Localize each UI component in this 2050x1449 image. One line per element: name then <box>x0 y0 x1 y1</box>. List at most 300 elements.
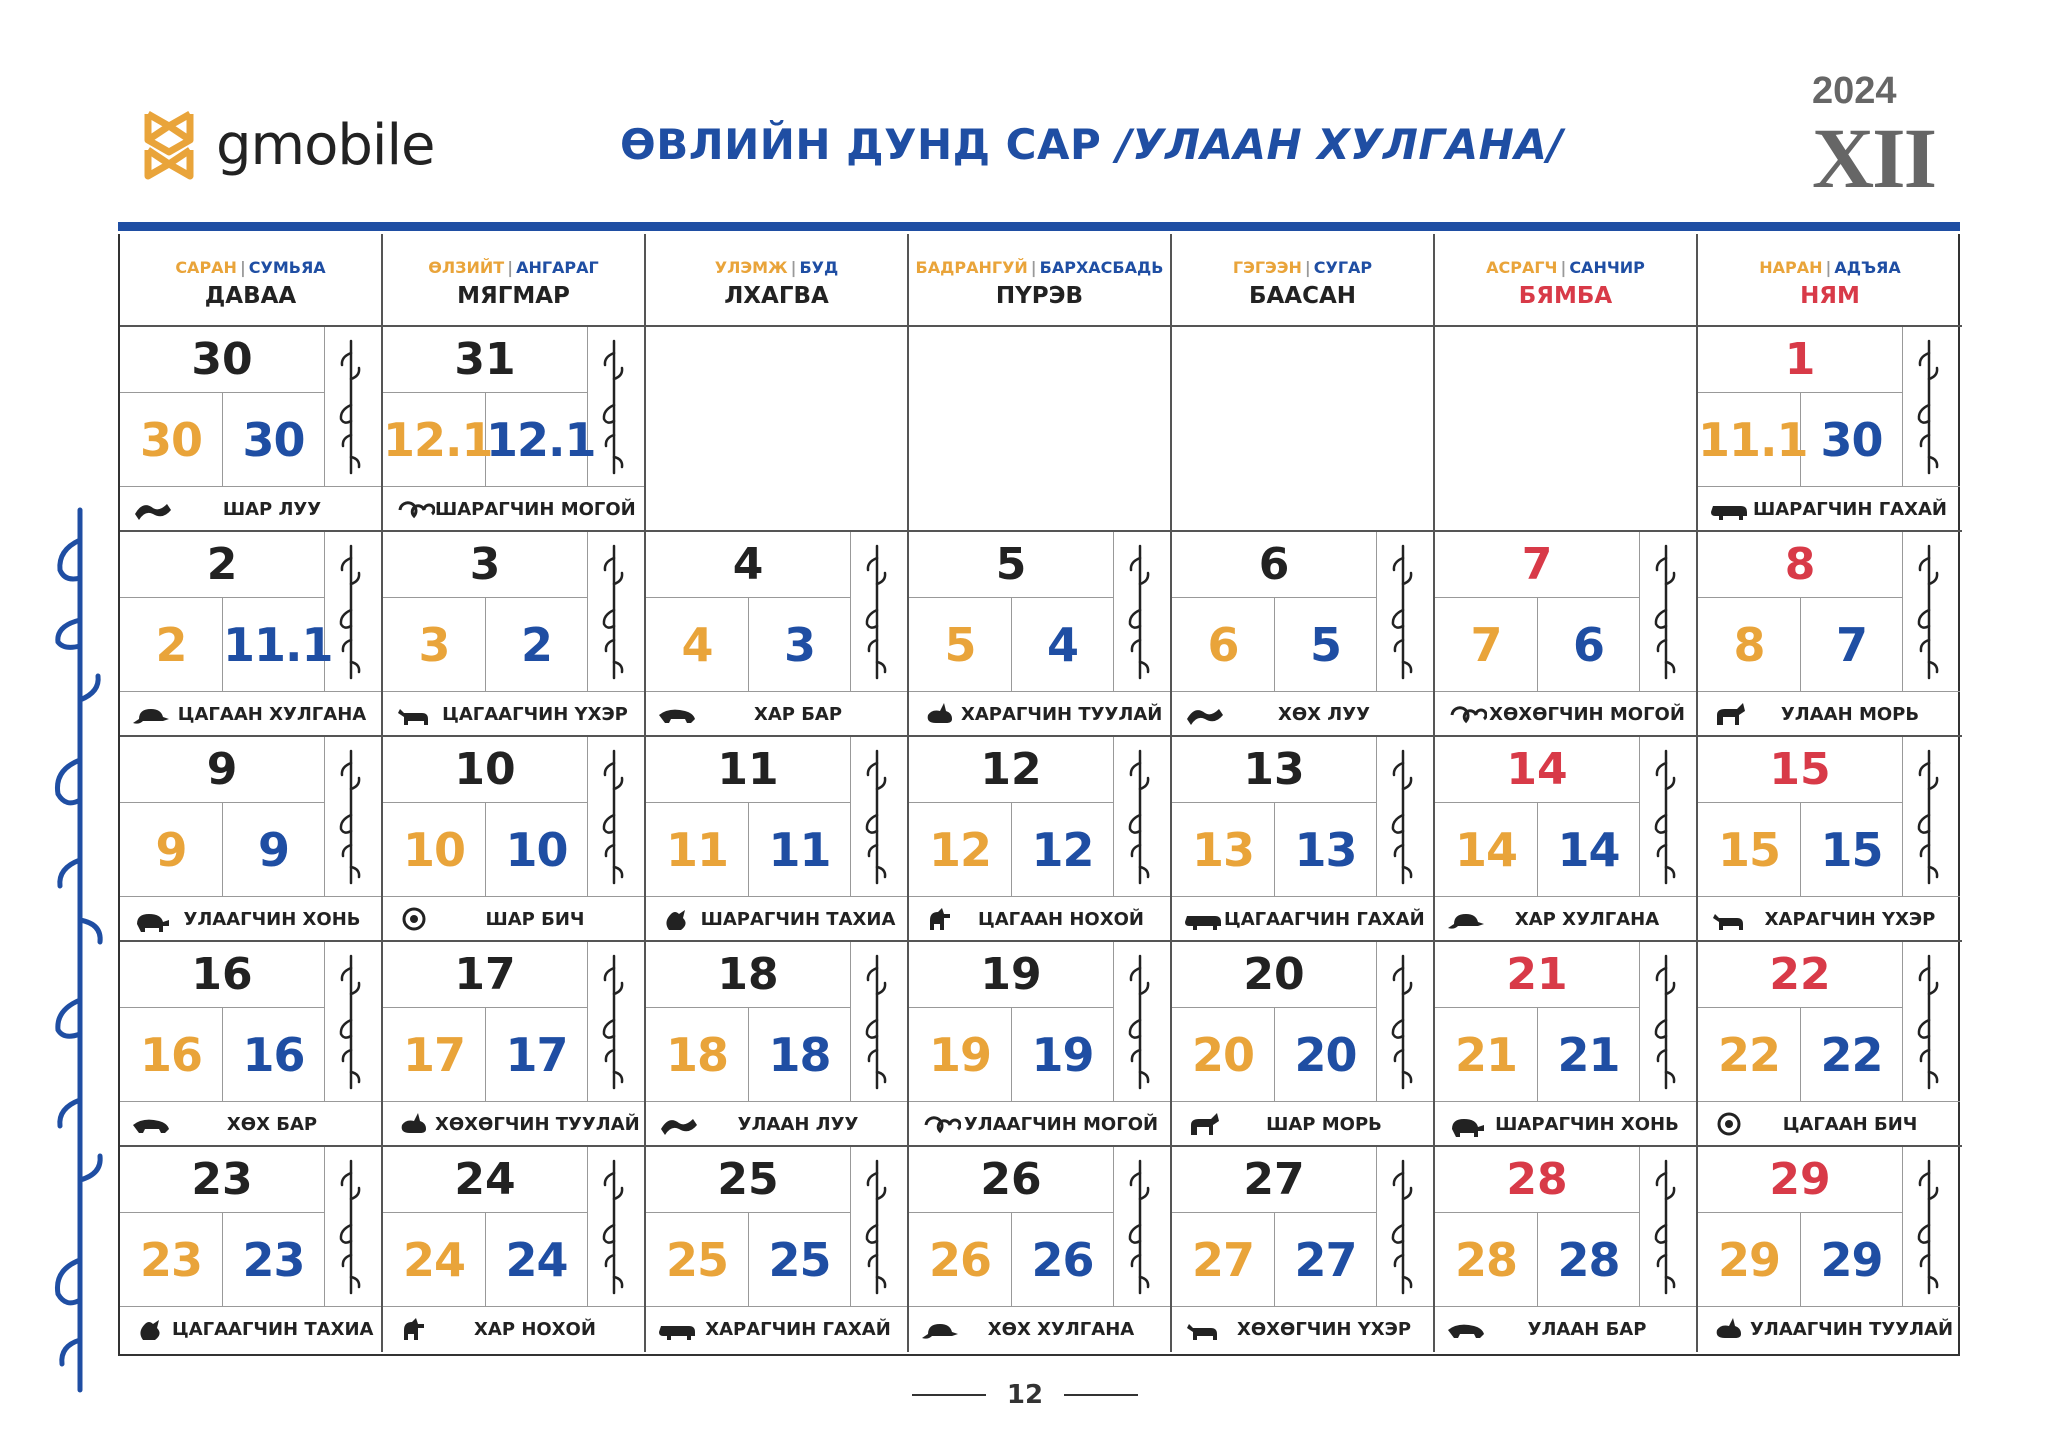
day-number: 2 <box>206 539 238 590</box>
weekday-header <box>1698 234 1962 327</box>
separator: | <box>790 258 797 277</box>
solar-term-day: 16 <box>223 1008 325 1102</box>
separator: | <box>1304 258 1311 277</box>
sheep-icon <box>130 906 172 932</box>
month-roman: XII <box>1812 110 1936 206</box>
solar-term-day: 4 <box>1012 598 1114 692</box>
zodiac-label: ЦАГААГЧИН ТАХИА <box>172 1318 374 1340</box>
weekday-planet <box>909 258 1170 277</box>
dragon-icon <box>656 1111 698 1137</box>
weekday-planet-sk: САНЧИР <box>1569 258 1645 277</box>
tiger-icon <box>1445 1316 1487 1342</box>
tiger-icon <box>130 1111 172 1137</box>
lunar-day: 4 <box>646 598 749 692</box>
date-box <box>1172 737 1377 803</box>
mongolian-script-icon <box>1640 737 1697 897</box>
footer-line-left <box>912 1394 986 1396</box>
mongolian-script-note <box>1903 942 1960 1102</box>
mongolian-script-icon <box>851 1147 908 1307</box>
solar-term-day: 5 <box>1275 598 1377 692</box>
date-box <box>1172 532 1377 598</box>
day-number: 25 <box>717 1154 779 1205</box>
zodiac-row <box>383 487 645 531</box>
zodiac-label: ХӨХ ХУЛГАНА <box>987 1318 1135 1340</box>
day-number: 26 <box>980 1154 1042 1205</box>
mongolian-script-note <box>325 1147 382 1307</box>
date-box <box>909 737 1114 803</box>
day-number: 8 <box>1784 539 1816 590</box>
calendar-day-cell <box>646 327 909 532</box>
solar-term-day: 12 <box>1012 803 1114 897</box>
calendar-day-cell <box>909 327 1172 532</box>
zodiac-row <box>646 897 908 941</box>
date-box <box>909 942 1114 1008</box>
zodiac-row <box>383 1307 645 1351</box>
day-number: 3 <box>469 539 501 590</box>
mongolian-script-note <box>1377 1147 1434 1307</box>
zodiac-row <box>909 1307 1171 1351</box>
zodiac-row <box>1698 1102 1960 1146</box>
zodiac-row <box>120 1102 382 1146</box>
solar-term-day: 11.1 <box>223 598 325 692</box>
zodiac-row <box>1435 897 1697 941</box>
footer-line-right <box>1064 1394 1138 1396</box>
calendar-day-cell <box>120 532 383 737</box>
lunar-day: 30 <box>120 393 223 487</box>
zodiac-row <box>1172 897 1434 941</box>
zodiac-row <box>383 1102 645 1146</box>
zodiac-row <box>1698 692 1960 736</box>
solar-term-day: 12.1 <box>486 393 588 487</box>
date-box <box>646 942 851 1008</box>
solar-term-day: 11 <box>749 803 851 897</box>
day-number: 4 <box>732 539 764 590</box>
weekday-planet <box>120 258 381 277</box>
separator: | <box>507 258 514 277</box>
gmobile-logo-icon <box>138 106 200 184</box>
lunar-day: 24 <box>383 1213 486 1307</box>
mongolian-script-note <box>588 737 645 897</box>
mouse-icon <box>130 701 172 727</box>
solar-term-day: 10 <box>486 803 588 897</box>
zodiac-row <box>646 1102 908 1146</box>
solar-term-day: 9 <box>223 803 325 897</box>
weekday-planet-mn: САРАН <box>175 258 237 277</box>
mongolian-script-note <box>1377 942 1434 1102</box>
mongolian-script-note <box>325 942 382 1102</box>
zodiac-row <box>120 487 382 531</box>
mongolian-script-note <box>588 532 645 692</box>
date-box <box>1172 1147 1377 1213</box>
weekday-planet-sk: СУГАР <box>1313 258 1373 277</box>
solar-term-day: 30 <box>1801 393 1903 487</box>
monkey-icon <box>393 906 435 932</box>
zodiac-row <box>383 692 645 736</box>
date-box <box>120 737 325 803</box>
mongolian-script-note <box>1640 532 1697 692</box>
zodiac-label: УЛААН БАР <box>1527 1318 1647 1340</box>
weekday-name: ПҮРЭВ <box>995 283 1084 309</box>
weekday-planet-sk: БАРХАСБАДЬ <box>1039 258 1164 277</box>
monkey-icon <box>1708 1111 1750 1137</box>
mongolian-script-icon <box>588 942 645 1102</box>
weekday-header <box>1435 234 1698 327</box>
weekday-header <box>1172 234 1435 327</box>
day-number: 20 <box>1243 949 1305 1000</box>
day-number: 28 <box>1506 1154 1568 1205</box>
zodiac-label: ХАРАГЧИН ТУУЛАЙ <box>961 703 1163 725</box>
lunar-day: 28 <box>1435 1213 1538 1307</box>
zodiac-row <box>646 692 908 736</box>
calendar-day-cell <box>1435 737 1698 942</box>
header-divider <box>118 222 1960 231</box>
calendar-day-cell <box>1698 737 1962 942</box>
page-number: 12 <box>1006 1380 1044 1410</box>
zodiac-label: ШАРАГЧИН ХОНЬ <box>1495 1113 1679 1135</box>
mongolian-script-note <box>851 1147 908 1307</box>
weekday-planet <box>1435 258 1696 277</box>
calendar-day-cell <box>383 327 646 532</box>
weekday-planet <box>1698 258 1962 277</box>
lunar-day: 22 <box>1698 1008 1801 1102</box>
day-number: 9 <box>206 744 238 795</box>
zodiac-row <box>1698 1307 1960 1351</box>
solar-term-day: 25 <box>749 1213 851 1307</box>
weekday-planet <box>383 258 644 277</box>
date-box <box>646 1147 851 1213</box>
lunar-day: 5 <box>909 598 1012 692</box>
lunar-day: 13 <box>1172 803 1275 897</box>
zodiac-label: ХАР НОХОЙ <box>474 1318 596 1340</box>
day-number: 29 <box>1769 1154 1831 1205</box>
page-footer <box>0 1380 2050 1410</box>
day-number: 13 <box>1243 744 1305 795</box>
snake-icon <box>919 1111 961 1137</box>
date-box <box>120 1147 325 1213</box>
mongolian-script-note <box>851 737 908 897</box>
brand-name: gmobile <box>216 112 435 178</box>
zodiac-row <box>909 1102 1171 1146</box>
calendar-day-cell <box>120 1147 383 1352</box>
mongolian-script-note <box>1903 1147 1960 1307</box>
day-number: 22 <box>1769 949 1831 1000</box>
mongolian-script-icon <box>325 737 382 897</box>
lunar-day: 10 <box>383 803 486 897</box>
zodiac-label: ХӨХӨГЧИН ТУУЛАЙ <box>435 1113 640 1135</box>
date-box <box>383 327 588 393</box>
day-number: 19 <box>980 949 1042 1000</box>
pig-icon <box>1708 496 1750 522</box>
day-number: 31 <box>454 334 516 385</box>
solar-term-day: 15 <box>1801 803 1903 897</box>
weekday-planet <box>1172 258 1433 277</box>
day-number: 10 <box>454 744 516 795</box>
calendar-day-cell <box>646 737 909 942</box>
zodiac-label: ШАРАГЧИН МОГОЙ <box>435 498 636 520</box>
weekday-planet-sk: СУМЬЯА <box>248 258 326 277</box>
dog-icon <box>393 1316 435 1342</box>
date-box <box>120 532 325 598</box>
weekday-name: НЯМ <box>1800 283 1860 309</box>
date-box <box>1172 942 1377 1008</box>
day-number: 14 <box>1506 744 1568 795</box>
lunar-day: 8 <box>1698 598 1801 692</box>
lunar-day: 15 <box>1698 803 1801 897</box>
weekday-header <box>383 234 646 327</box>
pig-icon <box>656 1316 698 1342</box>
calendar-day-cell <box>120 327 383 532</box>
mongolian-script-icon <box>1114 1147 1171 1307</box>
weekday-header <box>120 234 383 327</box>
day-number: 18 <box>717 949 779 1000</box>
calendar-day-cell <box>1172 942 1435 1147</box>
day-number: 16 <box>191 949 253 1000</box>
mongolian-script-icon <box>1377 942 1434 1102</box>
mongolian-script-note <box>325 737 382 897</box>
mongolian-script-icon <box>1377 1147 1434 1307</box>
horse-icon <box>1182 1111 1224 1137</box>
mongolian-script-note <box>325 532 382 692</box>
zodiac-row <box>1435 1102 1697 1146</box>
zodiac-row <box>120 897 382 941</box>
zodiac-label: ШАРАГЧИН ГАХАЙ <box>1753 498 1947 520</box>
solar-term-day: 29 <box>1801 1213 1903 1307</box>
dragon-icon <box>130 496 172 522</box>
mongolian-script-icon <box>1903 1147 1960 1307</box>
calendar-day-cell <box>1435 942 1698 1147</box>
mongolian-script-icon <box>1903 327 1960 487</box>
weekday-name: БААСАН <box>1248 283 1357 309</box>
mongolian-script-icon <box>1377 532 1434 692</box>
zodiac-row <box>1435 1307 1697 1351</box>
lunar-day: 19 <box>909 1008 1012 1102</box>
date-box <box>1698 327 1903 393</box>
brand-logo <box>138 106 434 184</box>
weekday-name: ДАВАА <box>204 283 297 309</box>
zodiac-label: ХӨХ ЛУУ <box>1277 703 1371 725</box>
lunar-day: 21 <box>1435 1008 1538 1102</box>
zodiac-row <box>120 1307 382 1351</box>
zodiac-label: ШАРАГЧИН ТАХИА <box>700 908 896 930</box>
pig-icon <box>1182 906 1224 932</box>
mongolian-script-icon <box>1903 942 1960 1102</box>
mongolian-script-note <box>325 327 382 487</box>
lunar-day: 9 <box>120 803 223 897</box>
lunar-day: 29 <box>1698 1213 1801 1307</box>
rooster-icon <box>130 1316 172 1342</box>
mongolian-script-note <box>1114 532 1171 692</box>
page-title <box>620 120 1563 169</box>
zodiac-label: УЛААН МОРЬ <box>1780 703 1920 725</box>
mongolian-script-icon <box>851 532 908 692</box>
date-box <box>909 1147 1114 1213</box>
calendar-day-cell <box>1698 327 1962 532</box>
zodiac-label: ХӨХ БАР <box>226 1113 318 1135</box>
mongolian-script-note <box>1640 1147 1697 1307</box>
date-box <box>383 532 588 598</box>
dog-icon <box>919 906 961 932</box>
lunar-day: 12.1 <box>383 393 486 487</box>
rabbit-icon <box>1708 1316 1750 1342</box>
mongolian-script-note <box>1114 737 1171 897</box>
day-number: 1 <box>1784 334 1816 385</box>
day-number: 12 <box>980 744 1042 795</box>
rooster-icon <box>656 906 698 932</box>
zodiac-row <box>383 897 645 941</box>
day-number: 11 <box>717 744 779 795</box>
calendar-day-cell <box>383 1147 646 1352</box>
weekday-planet-sk: АДЪЯА <box>1834 258 1901 277</box>
mongolian-script-icon <box>1640 532 1697 692</box>
calendar-day-cell <box>909 532 1172 737</box>
mongolian-script-icon <box>851 942 908 1102</box>
lunar-day: 14 <box>1435 803 1538 897</box>
lunar-day: 2 <box>120 598 223 692</box>
solar-term-day: 14 <box>1538 803 1640 897</box>
calendar-day-cell <box>909 737 1172 942</box>
mongolian-script-icon <box>1114 942 1171 1102</box>
solar-term-day: 23 <box>223 1213 325 1307</box>
lunar-day: 7 <box>1435 598 1538 692</box>
mouse-icon <box>1445 906 1487 932</box>
mongolian-script-note <box>851 532 908 692</box>
weekday-name: БЯМБА <box>1518 283 1613 309</box>
zodiac-label: ХӨХӨГЧИН МОГОЙ <box>1489 703 1685 725</box>
solar-term-day: 20 <box>1275 1008 1377 1102</box>
mongolian-script-icon <box>588 327 645 487</box>
zodiac-label: ХАРАГЧИН ҮХЭР <box>1764 908 1936 930</box>
lunar-day: 23 <box>120 1213 223 1307</box>
calendar-day-cell <box>120 737 383 942</box>
ox-icon <box>393 701 435 727</box>
weekday-planet-sk: АНГАРАГ <box>516 258 599 277</box>
zodiac-label: ЦАГААН БИЧ <box>1782 1113 1918 1135</box>
mongolian-script-note <box>1903 327 1960 487</box>
solar-term-day: 3 <box>749 598 851 692</box>
lunar-day: 18 <box>646 1008 749 1102</box>
day-number: 6 <box>1258 539 1290 590</box>
solar-term-day: 26 <box>1012 1213 1114 1307</box>
tiger-icon <box>656 701 698 727</box>
date-box <box>1435 737 1640 803</box>
mongolian-script-note <box>1377 737 1434 897</box>
day-number: 15 <box>1769 744 1831 795</box>
date-box <box>1698 532 1903 598</box>
zodiac-row <box>909 897 1171 941</box>
weekday-planet-mn: ГЭГЭЭН <box>1232 258 1302 277</box>
mongolian-script-icon <box>851 737 908 897</box>
separator: | <box>1825 258 1832 277</box>
mongolian-script-note <box>1114 942 1171 1102</box>
lunar-day: 11.1 <box>1698 393 1801 487</box>
zodiac-label: ЦАГААН НОХОЙ <box>978 908 1144 930</box>
mongolian-script-icon <box>588 532 645 692</box>
date-box <box>120 942 325 1008</box>
zodiac-row <box>646 1307 908 1351</box>
zodiac-label: ЦАГААН ХУЛГАНА <box>177 703 367 725</box>
lunar-day: 11 <box>646 803 749 897</box>
calendar-day-cell <box>383 532 646 737</box>
weekday-header <box>909 234 1172 327</box>
mongolian-script-note <box>1903 532 1960 692</box>
day-number: 21 <box>1506 949 1568 1000</box>
zodiac-label: ХАР БАР <box>753 703 843 725</box>
year-label: 2024 <box>1812 70 1897 112</box>
solar-term-day: 30 <box>223 393 325 487</box>
date-box <box>1698 1147 1903 1213</box>
zodiac-row <box>1698 897 1960 941</box>
zodiac-row <box>1698 487 1960 531</box>
weekday-planet-sk: БУД <box>799 258 839 277</box>
calendar-day-cell <box>1172 532 1435 737</box>
weekday-name: МЯГМАР <box>457 283 570 309</box>
weekday-header <box>646 234 909 327</box>
sheep-icon <box>1445 1111 1487 1137</box>
dragon-icon <box>1182 701 1224 727</box>
solar-term-day: 21 <box>1538 1008 1640 1102</box>
rabbit-icon <box>393 1111 435 1137</box>
lunar-day: 20 <box>1172 1008 1275 1102</box>
calendar-day-cell <box>1435 1147 1698 1352</box>
calendar-day-cell <box>1698 942 1962 1147</box>
snake-icon <box>1445 701 1487 727</box>
zodiac-label: УЛААН ЛУУ <box>737 1113 859 1135</box>
separator: | <box>1560 258 1567 277</box>
lunar-day: 3 <box>383 598 486 692</box>
day-number: 27 <box>1243 1154 1305 1205</box>
solar-term-day: 17 <box>486 1008 588 1102</box>
zodiac-row <box>1172 692 1434 736</box>
solar-term-day: 18 <box>749 1008 851 1102</box>
mongolian-script-note <box>588 327 645 487</box>
zodiac-label: ХАР ХУЛГАНА <box>1514 908 1660 930</box>
zodiac-label: УЛААГЧИН ТУУЛАЙ <box>1750 1318 1954 1340</box>
lunar-day: 16 <box>120 1008 223 1102</box>
mongolian-script-icon <box>325 1147 382 1307</box>
calendar-day-cell <box>1172 327 1435 532</box>
solar-term-day: 6 <box>1538 598 1640 692</box>
solar-term-day: 19 <box>1012 1008 1114 1102</box>
mongolian-script-note <box>588 942 645 1102</box>
zodiac-row <box>909 692 1171 736</box>
solar-term-day: 27 <box>1275 1213 1377 1307</box>
lunar-day: 26 <box>909 1213 1012 1307</box>
mongolian-script-icon <box>1114 532 1171 692</box>
zodiac-label: ХАРАГЧИН ГАХАЙ <box>705 1318 891 1340</box>
day-number: 30 <box>191 334 253 385</box>
calendar-grid <box>118 234 1960 1356</box>
separator: | <box>1030 258 1037 277</box>
calendar-day-cell <box>909 1147 1172 1352</box>
calendar-day-cell <box>646 942 909 1147</box>
calendar-day-cell <box>909 942 1172 1147</box>
mongolian-script-decoration <box>40 500 110 1400</box>
zodiac-label: УЛААГЧИН МОГОЙ <box>963 1113 1159 1135</box>
calendar-day-cell <box>646 532 909 737</box>
zodiac-label: ЦАГААГЧИН ГАХАЙ <box>1224 908 1425 930</box>
zodiac-label: ЦАГААГЧИН ҮХЭР <box>442 703 628 725</box>
calendar-day-cell <box>1172 1147 1435 1352</box>
title-sub: /УЛААН ХУЛГАНА/ <box>1116 120 1564 169</box>
zodiac-label: ШАР БИЧ <box>485 908 585 930</box>
solar-term-day: 24 <box>486 1213 588 1307</box>
mongolian-script-note <box>1377 532 1434 692</box>
mongolian-script-note <box>588 1147 645 1307</box>
mongolian-script-note <box>1903 737 1960 897</box>
lunar-day: 6 <box>1172 598 1275 692</box>
mongolian-script-note <box>1114 1147 1171 1307</box>
solar-term-day: 7 <box>1801 598 1903 692</box>
